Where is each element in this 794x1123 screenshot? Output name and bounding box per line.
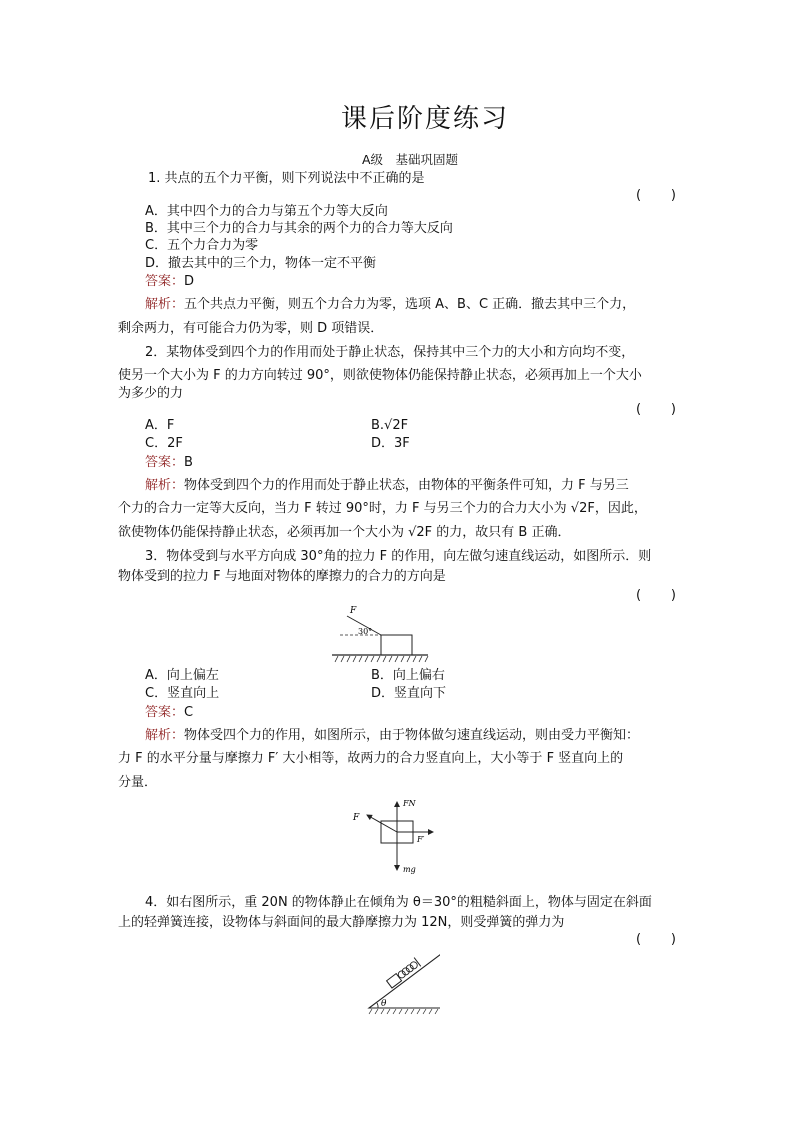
analysis-text: 物体受到四个力的作用而处于静止状态，由物体的平衡条件可知，力 F 与另三 [184,478,629,493]
paren-close: ) [670,932,676,947]
q2-answer [145,455,193,471]
q3-analysis-1 [145,728,639,744]
normal-force-label: FN [403,799,416,808]
paren-open: ( [636,588,642,603]
paren-open: ( [636,402,642,417]
q4-figure-incline-spring [340,946,440,1016]
q4-stem-2: 上的轻弹簧连接，设物体与斜面间的最大静摩擦力为 12N，则受弹簧的弹力为 [118,915,565,930]
force-label: F [350,606,357,616]
q1-answer [145,274,194,290]
analysis-label: 解析： [145,728,185,743]
q1-option-b: B．其中三个力的合力与其余的两个力的合力等大反向 [145,221,453,236]
q1-option-d: D．撤去其中的三个力，物体一定不平衡 [145,256,377,271]
q1-analysis-2: 剩余两力，有可能合力仍为零，则 D 项错误． [118,321,384,336]
answer-value: B [184,455,193,470]
q2-stem-2: 使另一个大小为 F 的力方向转过 90°，则欲使物体仍能保持静止状态，必须再加上一个大小 [118,368,642,383]
analysis-text: 五个共点力平衡，则五个力合力为零，选项 A、B、C 正确．撤去其中三个力， [184,297,636,312]
answer-label: 答案： [145,455,185,470]
q3-answer-blank [636,588,676,603]
angle-theta-label: θ [381,999,387,1009]
q3-analysis-3: 分量． [118,775,158,790]
q3-figure-block-on-ground [330,603,440,663]
paren-open: ( [636,188,642,203]
q3-option-b: B．向上偏右 [371,668,445,683]
answer-label: 答案： [145,705,185,720]
answer-value: D [184,274,195,289]
q2-option-a: A．F [145,418,175,433]
q1-analysis-1 [145,297,635,313]
q2-analysis-2: 个力的合力一定等大反向，当力 F 转过 90°时，力 F 与另三个力的合力大小为 √2F，因此， [118,501,647,516]
section-heading: A级 基础巩固题 [361,152,459,167]
q3-option-d: D．竖直向下 [371,686,447,701]
analysis-text: 物体受四个力的作用，如图所示，由于物体做匀速直线运动，则由受力平衡知： [184,728,640,743]
angle-label: 30° [358,627,373,636]
q4-answer-blank [636,932,676,947]
q3-answer [145,705,193,721]
paren-close: ) [670,588,676,603]
q2-analysis-1 [145,478,629,494]
q4-stem-1: 4．如右图所示，重 20N 的物体静止在倾角为 θ＝30°的粗糙斜面上，物体与固定在斜面 [145,895,652,910]
q2-option-c: C．2F [145,436,183,451]
q2-option-d: D．3F [371,436,410,451]
q2-stem-1: 2．某物体受到四个力的作用而处于静止状态，保持其中三个力的大小和方向均不变， [145,345,635,360]
q3-free-body-diagram [345,796,435,896]
analysis-label: 解析： [145,478,185,493]
q1-option-a: A．其中四个力的合力与第五个力等大反向 [145,204,388,219]
answer-value: C [184,705,194,720]
force-f-label: F [353,813,360,823]
q2-answer-blank [636,402,676,417]
paren-close: ) [670,188,676,203]
paren-open: ( [636,932,642,947]
q1-stem: 1. 共点的五个力平衡，则下列说法中不正确的是 [148,171,425,186]
answer-label: 答案： [145,274,185,289]
q1-option-c: C．五个力合力为零 [145,238,259,253]
page-title: 课后阶度练习 [340,104,509,134]
q3-analysis-2: 力 F 的水平分量与摩擦力 F′ 大小相等，故两力的合力竖直向上，大小等于 F 竖直向上的 [118,751,624,766]
q2-stem-3: 为多少的力 [118,386,184,401]
q3-option-a: A．向上偏左 [145,668,219,683]
friction-force-label: F′ [417,835,425,844]
q3-stem-1: 3．物体受到与水平方向成 30°角的拉力 F 的作用，向左做匀速直线运动，如图所示．则 [145,549,652,564]
q1-answer-blank [636,188,676,203]
q3-option-c: C．竖直向上 [145,686,220,701]
paren-close: ) [670,402,676,417]
q3-stem-2: 物体受到的拉力 F 与地面对物体的摩擦力的合力的方向是 [118,569,446,584]
q2-option-b: B.√2F [371,418,409,433]
q2-analysis-3: 欲使物体仍能保持静止状态，必须再加一个大小为 √2F 的力，故只有 B 正确． [118,525,571,540]
analysis-label: 解析： [145,297,185,312]
weight-label: mg [403,865,416,874]
